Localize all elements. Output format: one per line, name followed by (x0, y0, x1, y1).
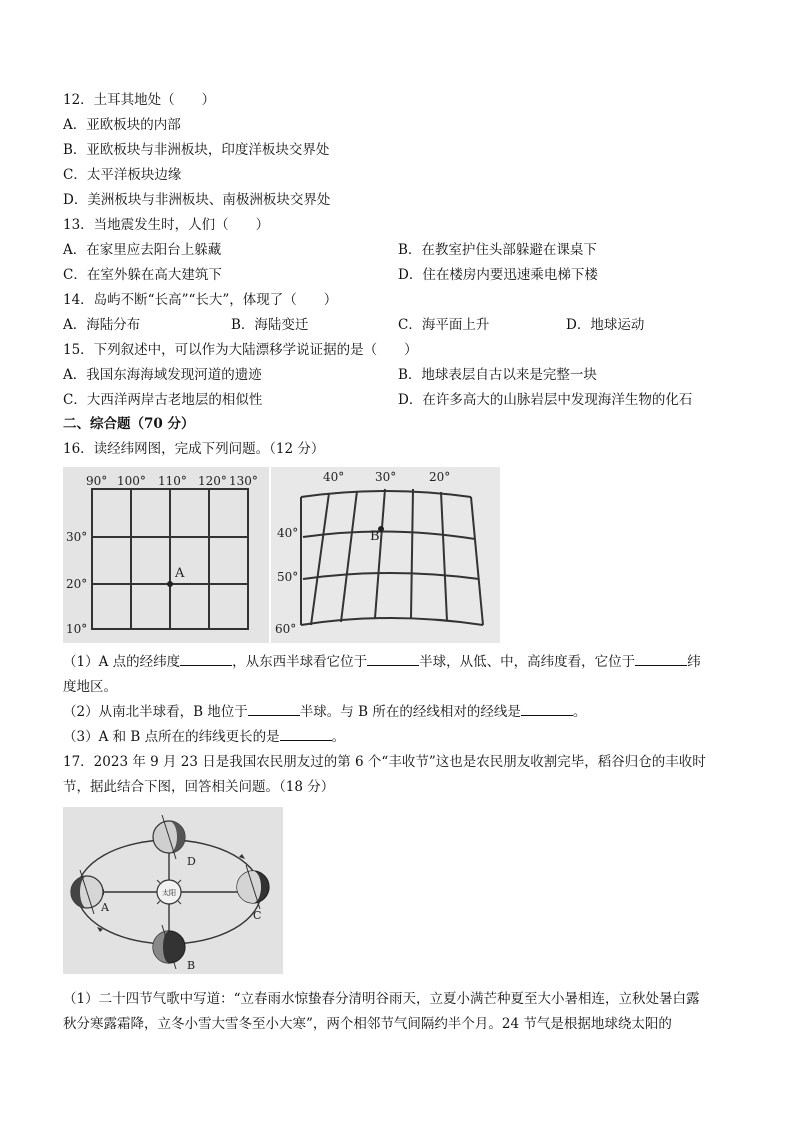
lat-label-30: 30° (66, 530, 88, 544)
lon-label-40: 40° (323, 470, 345, 484)
sun-icon (152, 875, 186, 909)
lat-label-10: 10° (66, 622, 88, 636)
q16-stem: 16．读经纬网图，完成下列问题。（12 分） (63, 441, 325, 457)
point-a-marker (167, 581, 173, 587)
q17-part1-line1: （1）二十四节气歌中写道：“立春雨水惊蛰春分清明谷雨天，立夏小满芒种夏至大小暑相连，立秋处暑白露 (63, 991, 700, 1007)
orbit-label-c: C (253, 909, 262, 922)
q15-option-c: C．大西洋两岸古老地层的相似性 (63, 392, 263, 408)
q12-option-d: D．美洲板块与非洲板块、南极洲板块交界处 (63, 192, 331, 208)
q17-part1-line2: 秋分寒露霜降，立冬小雪大雪冬至小大寒”，两个相邻节气间隔约半个月。24 节气是根据地球绕太阳的 (63, 1016, 672, 1032)
q13-option-d: D．住在楼房内要迅速乘电梯下楼 (398, 267, 598, 283)
latlon-curved-map-b (271, 467, 500, 643)
answer-blank[interactable] (180, 653, 232, 666)
point-a-label: A (175, 566, 185, 581)
lat-label-50: 50° (277, 570, 299, 584)
point-b-label: B (370, 529, 380, 544)
answer-blank[interactable] (521, 703, 573, 716)
q15-option-b: B．地球表层自古以来是完整一块 (398, 367, 597, 383)
earth-orbit-diagram (63, 807, 283, 974)
lat-label-40: 40° (277, 526, 299, 540)
lon-label-130: 130° (229, 474, 258, 488)
lon-label-20: 20° (429, 470, 451, 484)
q15-option-d: D．在许多高大的山脉岩层中发现海洋生物的化石 (398, 392, 693, 408)
q14-option-c: C．海平面上升 (398, 317, 490, 333)
q15-option-a: A．我国东海海域发现河道的遗迹 (63, 367, 262, 383)
section-heading: 二、综合题（70 分） (63, 416, 195, 432)
q12-option-a: A．亚欧板块的内部 (63, 117, 181, 133)
lon-label-110: 110° (158, 474, 187, 488)
latlon-grid-map-a (63, 467, 269, 643)
q14-option-d: D．地球运动 (566, 317, 645, 333)
answer-blank[interactable] (248, 703, 300, 716)
lat-label-20: 20° (66, 577, 88, 591)
q16-part1-line1: （1）A 点的经纬度 ，从东西半球看它位于 半球，从低、中，高纬度看，它位于 纬 (63, 654, 701, 670)
q13-option-b: B．在教室护住头部躲避在课桌下 (398, 242, 597, 258)
q12-option-c: C．太平洋板块边缘 (63, 167, 182, 183)
lon-label-30: 30° (375, 470, 397, 484)
q13-option-a: A．在家里应去阳台上躲藏 (63, 242, 222, 258)
orbit-label-b: B (187, 959, 196, 972)
lon-label-90: 90° (86, 474, 108, 488)
lat-label-60: 60° (275, 622, 297, 636)
q14-option-a: A．海陆分布 (63, 317, 141, 333)
answer-blank[interactable] (280, 728, 332, 741)
orbit-label-d: D (187, 855, 196, 868)
lon-label-120: 120° (198, 474, 227, 488)
q14-option-b: B．海陆变迁 (231, 317, 309, 333)
q12-option-b: B．亚欧板块与非洲板块，印度洋板块交界处 (63, 142, 330, 158)
answer-blank[interactable] (367, 653, 419, 666)
q12-stem: 12．土耳其地处（ ） (63, 92, 216, 108)
q16-part2: （2）从南北半球看，B 地位于 半球。与 B 所在的经线相对的经线是 。 (63, 704, 587, 720)
orbit-label-a: A (101, 901, 109, 914)
answer-blank[interactable] (635, 653, 687, 666)
q13-stem: 13．当地震发生时，人们（ ） (63, 217, 270, 233)
q13-option-c: C．在室外躲在高大建筑下 (63, 267, 222, 283)
q16-part1-line2: 度地区。 (63, 679, 117, 695)
q14-stem: 14．岛屿不断“长高”“长大”，体现了（ ） (63, 292, 338, 308)
q15-stem: 15．下列叙述中，可以作为大陆漂移学说证据的是（ ） (63, 342, 418, 358)
q16-part3: （3）A 和 B 点所在的纬线更长的是 。 (63, 729, 346, 745)
q17-stem-line2: 节，据此结合下图，回答相关问题。（18 分） (63, 779, 335, 795)
q17-stem-line1: 17．2023 年 9 月 23 日是我国农民朋友过的第 6 个“丰收节”这也是农民朋友收割完毕，稻谷归仓的丰收时 (63, 754, 706, 770)
sun-label: 太阳 (162, 889, 176, 897)
lon-label-100: 100° (117, 474, 146, 488)
